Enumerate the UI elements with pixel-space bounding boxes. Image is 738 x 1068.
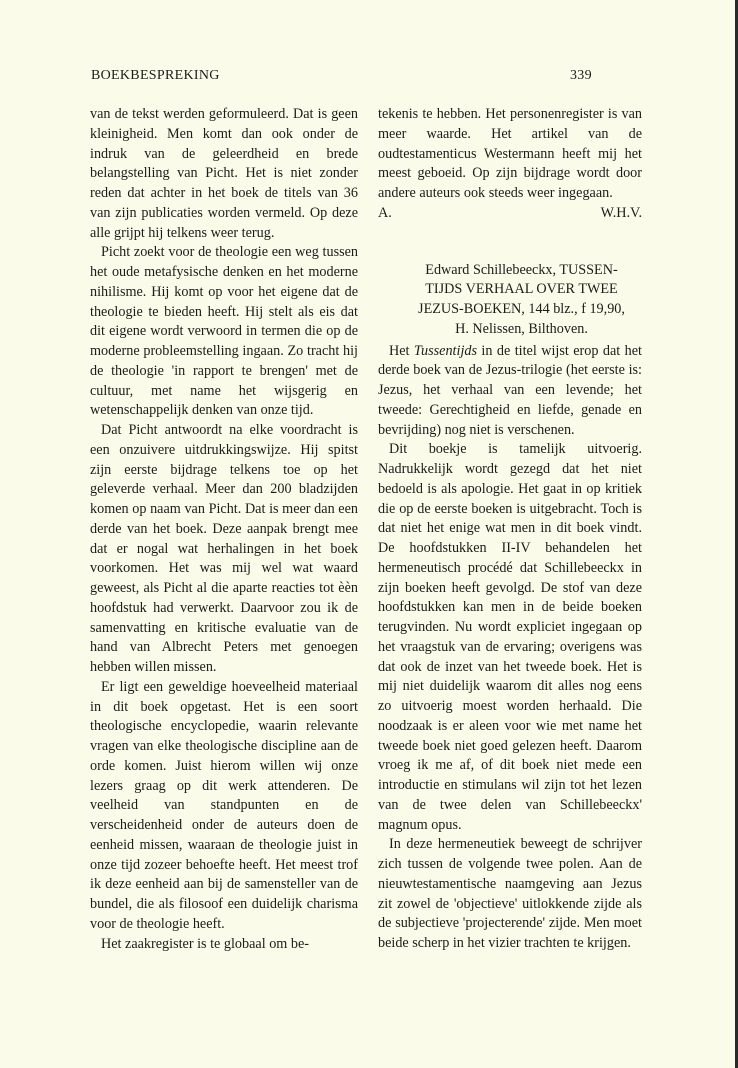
review-heading (401, 261, 642, 340)
p1-prefix: Het (389, 342, 414, 359)
left-paragraph-5: Het zaakregister is te globaal om be- (101, 935, 309, 952)
right-paragraph-3: In deze hermeneutiek beweegt de schrijver zich tussen de volgende twee polen. Aan de nieuwtestamentische naamgeving aan Jezus zit zowel de 'objectieve' uitlokkende zijde als de subjectieve 'projecterende' zijde. Men moet beide scherp in het vizier trachten te krijgen. (378, 836, 642, 951)
left-paragraph-2: Picht zoekt voor de theologie een weg tussen het oude metafysische denken en het moderne nihilisme. Hij komt op voor het eigene dat de theologie te bieden heeft. Hij stelt als eis dat dit eigene wordt verwoord in termen die op de moderne probleemstelling ingaan. Zo tracht hij de theologie 'in rapport te brengen' met de cultuur, met name het wijsgerig en wetenschappelijk denken van onze tijd. (90, 244, 358, 419)
review-signature (378, 204, 642, 224)
right-continuation-paragraph: tekenis te hebben. Het personenregister is van meer waarde. Het artikel van de oudtestamenticus Westermann heeft mij het meest geboeid. Op zijn bijdrage wordt door andere auteurs ook steeds weer ingegaan. (378, 106, 642, 201)
left-paragraph-1: van de tekst werden geformuleerd. Dat is geen kleinigheid. Men komt dan ook onder de indruk van de geleerdheid en brede belangstelling van Picht. Het is niet zonder reden dat achter in het boek de titels van 36 van zijn publicaties worden vermeld. Op deze alle grijpt hij telkens weer terug. (90, 106, 358, 241)
signature-initial: A. (378, 204, 392, 221)
running-head-section: BOEKBESPREKING (91, 68, 220, 83)
left-paragraph-4: Er ligt een geweldige hoeveelheid materiaal in dit boek opgetast. Het is een soort theologische encyclopedie, waarin relevante vragen van elke theologische discipline aan de orde komen. Juist hierom willen wij onze lezers graag op dit werk attenderen. De veelheid van standpunten en de verscheidenheid onder de auteurs doen de eenheid missen, waaraan de theologie juist in onze tijd zozeer behoefte heeft. Het meest trof ik deze eenheid aan bij de samensteller van de bundel, die als filosoof een duidelijk charisma voor de theologie heeft. (90, 678, 358, 932)
right-paragraph-1 (378, 342, 642, 441)
p1-rest: in de titel wijst erop dat het derde boek van de Jezus-trilogie (het eerste is: Jezus, het verhaal van een levende; het tweede: Gerechtigheid en liefde, genade en bevrijding) nog niet is verschenen. (378, 342, 642, 438)
left-paragraph-3: Dat Picht antwoordt na elke voordracht is een onzuivere uitdrukkingswijze. Hij spitst zijn eerste bijdrage telkens toe op het geleverde verhaal. Meer dan 200 bladzijden komen op naam van Picht. Dat is meer dan een derde van het boek. Deze aanpak brengt mee dat er nogal wat herhalingen in het boek voorkomen. Het was mij wel wat waard geweest, als Picht al die aparte reacties tot èèn hoofdstuk had verwerkt. Daarvoor zou ik de samenvatting en kritische evaluatie van de hand van Albrecht Peters met genoegen hebben willen missen. (90, 422, 358, 675)
review-heading-line-1: Edward Schillebeeckx, TUSSEN- (425, 261, 618, 278)
left-column (90, 105, 358, 954)
right-paragraph-2: Dit boekje is tamelijk uitvoerig. Nadrukkelijk wordt gezegd dat het niet bedoeld is als apologie. Het gaat in op kritiek die op de eerste boeken is uitgebracht. Toch is dat niet het enige wat men in dit boek vindt. De hoofdstukken II-IV behandelen het hermeneutisch procédé dat Schillebeeckx in zijn boeken heeft gevolgd. De stof van deze hoofdstukken kan men in de beide boeken terugvinden. Nu wordt expliciet ingegaan op het vraagstuk van de ervaring; overigens was dat ook de inzet van het tweede boek. Het is mij niet duidelijk waarom dit alles nog eens zo uitvoerig moest worden herhaald. Die noodzaak is er aleen voor wie met name het tweede boek niet goed gelezen heeft. Daarom vroeg ik me af, of dit boek niet mede een introductie en stimulans wil zijn tot het lezen van de twee delen van Schillebeeckx' magnum opus. (378, 441, 642, 833)
right-column (378, 105, 642, 954)
review-heading-line-3: JEZUS-BOEKEN, 144 blz., f 19,90, (418, 301, 625, 317)
book-title-italic: Tussentijds (413, 342, 477, 359)
review-heading-line-2: TIJDS VERHAAL OVER TWEE (425, 281, 618, 298)
page-number: 339 (570, 68, 592, 83)
signature-author: W.H.V. (600, 204, 642, 221)
review-heading-line-4: H. Nelissen, Bilthoven. (455, 320, 588, 337)
